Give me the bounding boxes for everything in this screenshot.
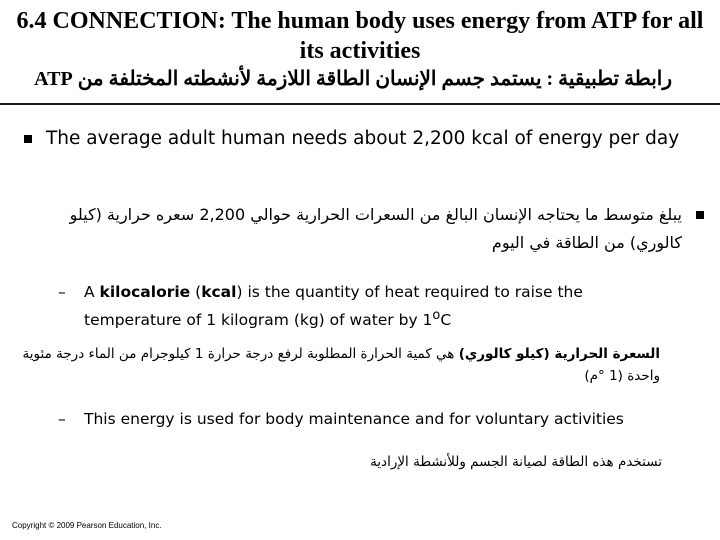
arabic-kilocalorie-term: السعرة الحرارية (كيلو كالوري): [458, 346, 660, 362]
arabic-kilocalorie-def: هي كمية الحرارة المطلوبة لرفع درجة حرارة 1 كيلوجرام من الماء درجة مئوية واحدة (1 °م): [22, 346, 660, 384]
arabic-subtitle: [20, 66, 672, 92]
slide-title: 6.4 CONNECTION: The human body uses energy from ATP for all its activities: [16, 8, 704, 64]
dash-bullet-icon: –: [58, 410, 66, 428]
kcal-def-e: ) is the quantity of heat required to raise the temperature of 1 kilogram (kg) of water by 1: [84, 283, 583, 330]
kcal-def-f: C: [440, 311, 452, 330]
bullet-english-energy-need: [24, 126, 714, 152]
square-bullet-icon: [24, 135, 32, 143]
bullet-arabic-energy-need: [30, 201, 682, 257]
dash-bullet-icon: –: [58, 283, 66, 301]
sub-bullet-kilocalorie: [58, 280, 658, 332]
arabic-energy-use-note: تستخدم هذه الطاقة لصيانة الجسم وللأنشطة الإرادية: [370, 454, 662, 470]
kcal-def-a: A: [84, 283, 100, 301]
degree-sign: o: [432, 308, 441, 323]
arabic-kilocalorie-note: [18, 343, 660, 387]
copyright-footer: Copyright © 2009 Pearson Education, Inc.: [12, 521, 162, 530]
kilocalorie-definition: [84, 280, 658, 332]
sub-bullet-energy-use: [58, 407, 698, 431]
square-bullet-icon: [696, 211, 704, 219]
divider: [0, 103, 720, 105]
arabic-subtitle-text: رابطة تطبيقية : يستمد جسم الإنسان الطاقة اللازمة لأنشطته المختلفة من: [77, 68, 672, 90]
energy-use-text: This energy is used for body maintenance and for voluntary activities: [84, 410, 624, 428]
arabic-subtitle-atp: ATP: [34, 68, 73, 90]
kcal-def-term: kilocalorie: [99, 283, 191, 301]
kcal-def-abbrev: kcal: [201, 283, 237, 301]
kcal-def-c: (: [190, 283, 202, 301]
bullet-arabic-text: يبلغ متوسط ما يحتاجه الإنسان البالغ من السعرات الحرارية حوالي 2,200 سعره حرارية (كيلو كالوري) من الطاقة في اليوم: [69, 205, 682, 252]
bullet-english-text: The average adult human needs about 2,200 kcal of energy per day: [46, 128, 680, 149]
